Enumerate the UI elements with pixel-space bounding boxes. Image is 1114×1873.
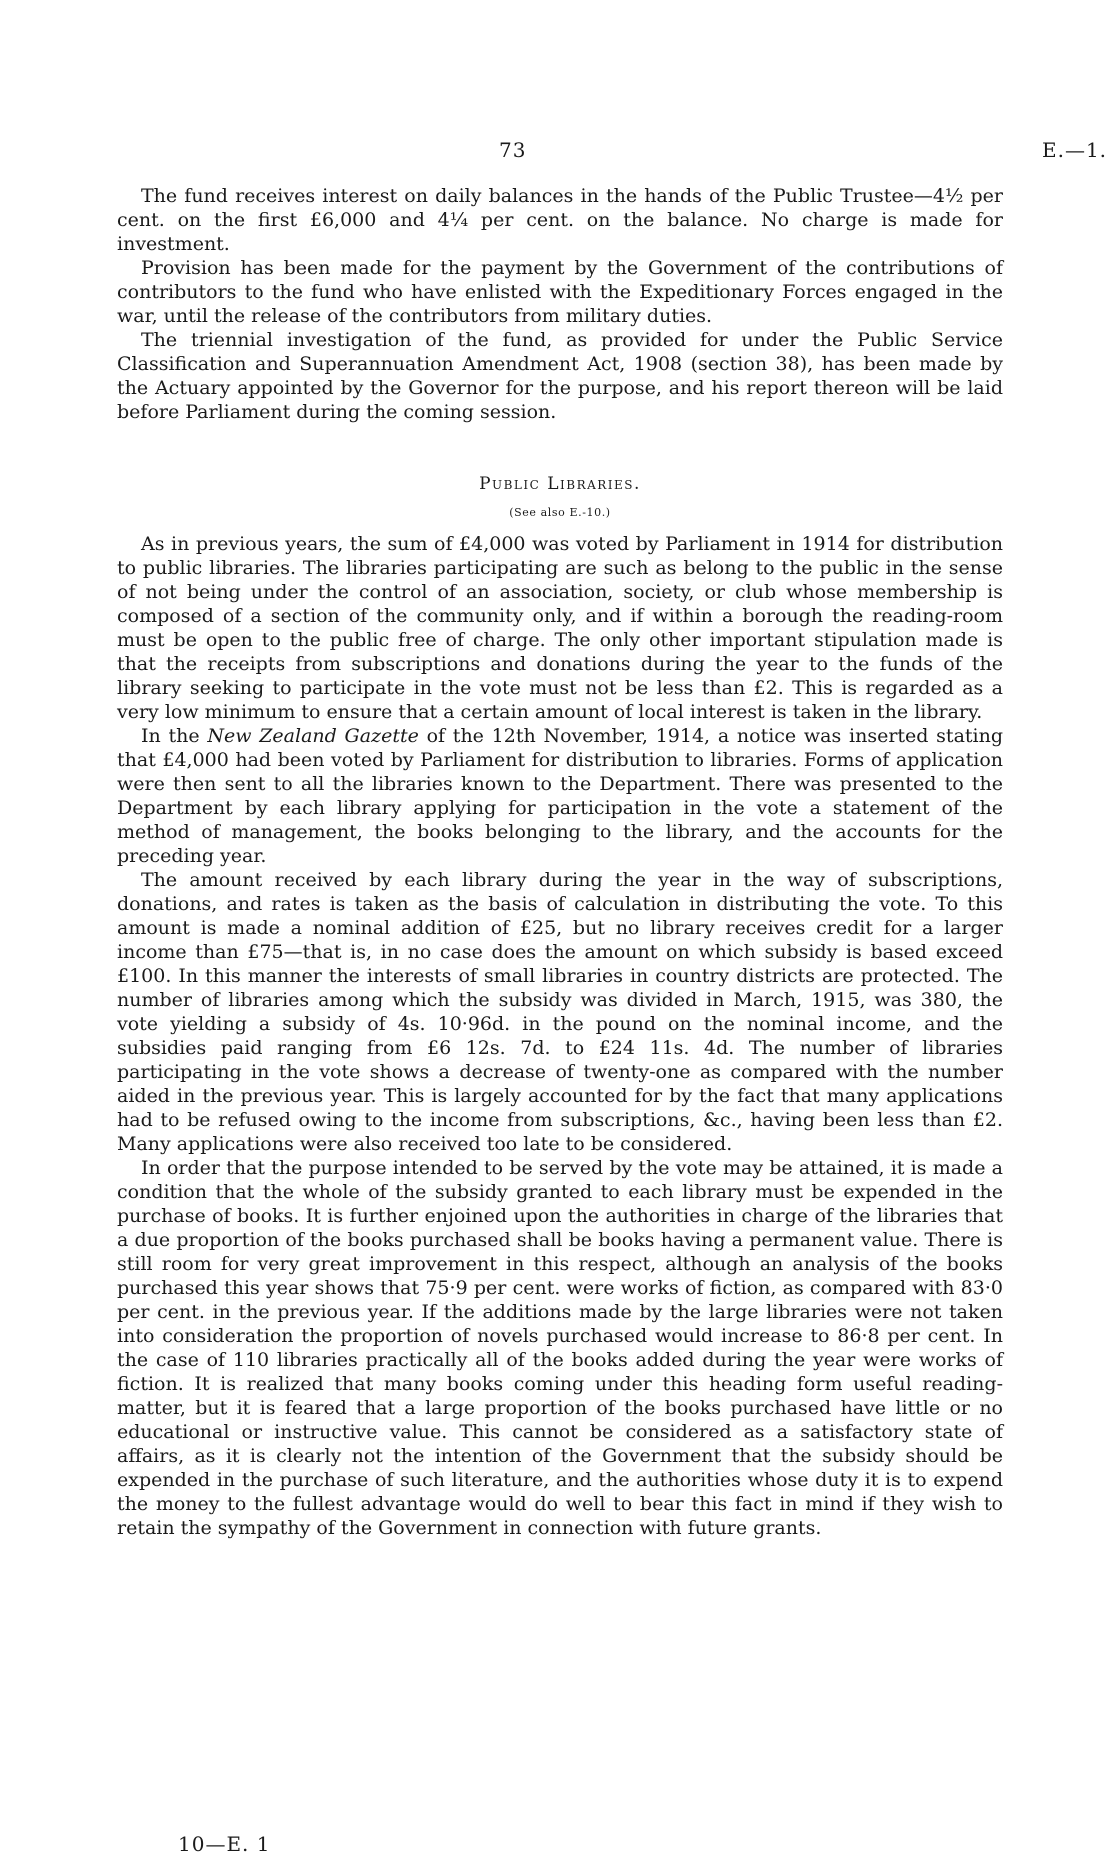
paragraph: In order that the purpose intended to be served by the vote may be attained, it is made a condition that the whole of the subsidy granted to each library must be expended in the purchase of books. It is further enjoined upon the authorities in charge of the libraries that a due proportion of the books purchased shall be books having a permanent value. There is still room for very great improvement in this respect, although an analysis of the books purchased this year shows that 75·9 per cent. were works of fiction, as compared with 83·0 per cent. in the previous year. If the additions made by the large libraries were not taken into consideration the proportion of novels purchased would increase to 86·8 per cent. In the case of 110 libraries practically all of the books added during the year were works of fiction. It is realized that many books coming under this heading form useful reading-matter, but it is feared that a large proportion of the books purchased have little or no educational or instructive value. This cannot be considered as a satisfactory state of affairs, as it is clearly not the intention of the Government that the subsidy should be expended in the purchase of such literature, and the authorities whose duty it is to expend the money to the fullest advantage would do well to bear this fact in mind if they wish to retain the sympathy of the Government in connection with future grants. bbox=[117, 1157, 1003, 1539]
paragraph: Provision has been made for the payment by the Government of the contributions of contributors to the fund who have enlisted with the Expeditionary Forces engaged in the war, until the release of the contributors from military duties. bbox=[117, 257, 1003, 327]
paragraph-text: In the bbox=[141, 725, 208, 747]
gazette-title: New Zealand Gazette bbox=[207, 725, 419, 747]
section-subheading: (See also E.-10.) bbox=[509, 506, 611, 519]
paragraph-text: of the 12th November, 1914, a notice was inserted stating that £4,000 had been voted by Parliament for distribution to libraries. Forms of application were then sent to all the libraries known to the Department. There was presented to the Department by each library applying for participation in the vote a statement of the method of management, the books belonging to the library, and the accounts for the preceding year. bbox=[117, 725, 1004, 867]
section-heading: Public Libraries. bbox=[479, 474, 641, 494]
paragraph: As in previous years, the sum of £4,000 was voted by Parliament in 1914 for distribution to public libraries. The libraries participating are such as belong to the public in the sense of not being under the control of an association, society, or club whose membership is composed of a section of the community only, and if within a borough the reading-room must be open to the public free of charge. The only other important stipulation made is that the receipts from subscriptions and donations during the year to the funds of the library seeking to participate in the vote must not be less than £2. This is regarded as a very low minimum to ensure that a certain amount of local interest is taken in the library. bbox=[117, 533, 1003, 723]
paragraph: The fund receives interest on daily balances in the hands of the Public Trustee—4½ per cent. on the first £6,000 and 4¼ per cent. on the balance. No charge is made for investment. bbox=[117, 185, 1003, 255]
public-libraries-section bbox=[117, 532, 1003, 1540]
footer-signature: 10—E. 1 bbox=[178, 1832, 271, 1856]
page-number: 73 bbox=[499, 138, 527, 162]
paragraph bbox=[117, 724, 1003, 868]
paragraph: The triennial investigation of the fund, as provided for under the Public Service Classification and Superannuation Amendment Act, 1908 (section 38), has been made by the Actuary appointed by the Governor for the purpose, and his report thereon will be laid before Parliament during the coming session. bbox=[117, 329, 1003, 423]
trustee-section bbox=[117, 184, 1003, 424]
page-reference: E.—1. bbox=[1042, 138, 1108, 162]
paragraph: The amount received by each library during the year in the way of subscriptions, donations, and rates is taken as the basis of calculation in distributing the vote. To this amount is made a nominal addition of £25, but no library receives credit for a larger income than £75—that is, in no case does the amount on which subsidy is based exceed £100. In this manner the interests of small libraries in country districts are protected. The number of libraries among which the subsidy was divided in March, 1915, was 380, the vote yielding a subsidy of 4s. 10·96d. in the pound on the nominal income, and the subsidies paid ranging from £6 12s. 7d. to £24 11s. 4d. The number of libraries participating in the vote shows a decrease of twenty-one as compared with the number aided in the previous year. This is largely accounted for by the fact that many applications had to be refused owing to the income from subscriptions, &c., having been less than £2. Many applications were also received too late to be considered. bbox=[117, 869, 1003, 1155]
